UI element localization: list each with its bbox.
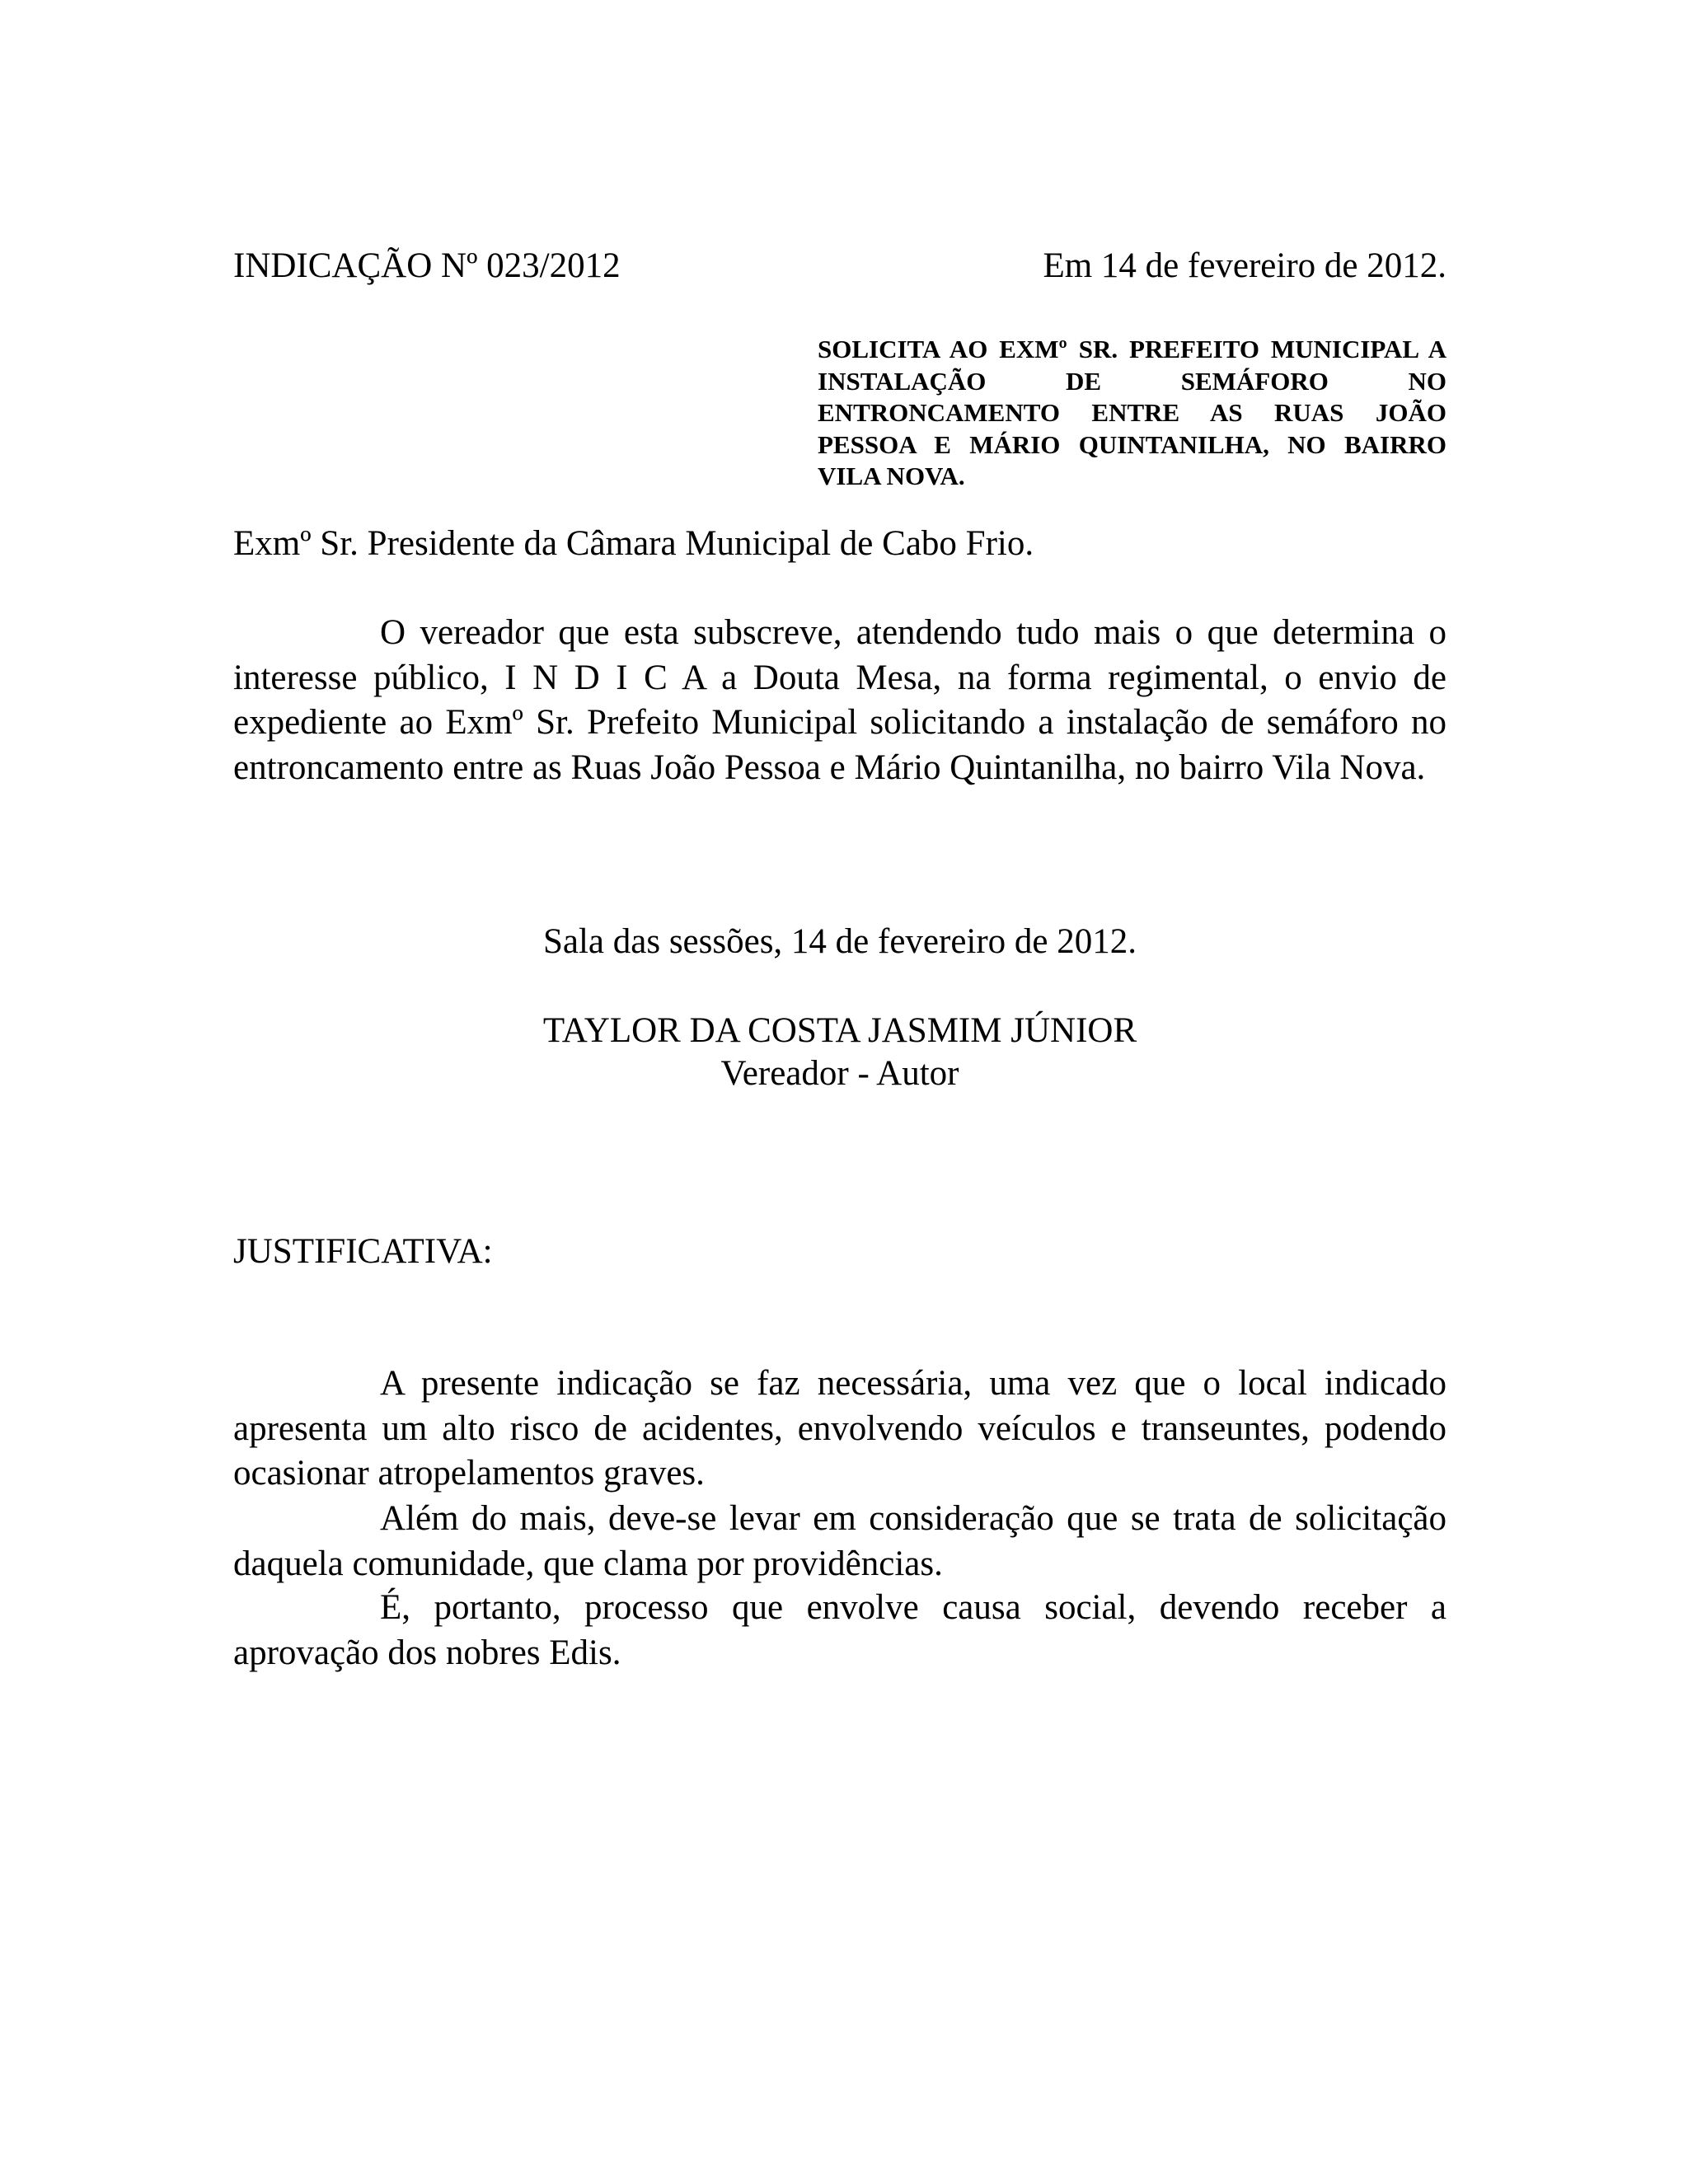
document-date: Em 14 de fevereiro de 2012. [1043, 246, 1447, 285]
signer-role: Vereador - Autor [720, 1054, 959, 1093]
document-header [233, 241, 1447, 291]
justification-paragraph [233, 1586, 1447, 1675]
body-text: O vereador que esta subscreve, atendendo tudo mais o que determina o interesse público, I N D I C A a Douta Mesa, na forma regimental, o envio de expediente ao Exmº Sr. Prefeito Municipal solicitando a instalação de semáforo no entroncamento entre as Ruas João Pessoa e Mário Quintanilha, no bairro Vila Nova. [233, 613, 1447, 787]
justification-text: A presente indicação se faz necessária, uma vez que o local indicado apresenta um alto risco de acidentes, envolvendo veículos e transeuntes, podendo ocasionar atropelamentos graves. [233, 1364, 1447, 1493]
addressee-line: Exmº Sr. Presidente da Câmara Municipal de Cabo Frio. [233, 524, 1034, 563]
justification-title: JUSTIFICATIVA: [233, 1232, 493, 1271]
signer-name: TAYLOR DA COSTA JASMIM JÚNIOR [542, 1011, 1137, 1050]
body-paragraph [233, 611, 1447, 790]
justification-paragraph [233, 1497, 1447, 1586]
place-date-line: Sala das sessões, 14 de fevereiro de 2012. [542, 922, 1137, 961]
justification-text: É, portanto, processo que envolve causa social, devendo receber a aprovação dos nobres Edis. [233, 1588, 1447, 1672]
justification-paragraph [233, 1361, 1447, 1497]
indication-number: INDICAÇÃO Nº 023/2012 [233, 246, 621, 285]
indication-summary: SOLICITA AO EXMº SR. PREFEITO MUNICIPAL A INSTALAÇÃO DE SEMÁFORO NO ENTRONCAMENTO ENTRE AS RUAS JOÃO PESSOA E MÁRIO QUINTANILHA, NO BAIRRO VILA NOVA. [818, 335, 1447, 490]
justification-text: Além do mais, deve-se levar em consideração que se trata de solicitação daquela comunidade, que clama por providências. [233, 1499, 1447, 1583]
